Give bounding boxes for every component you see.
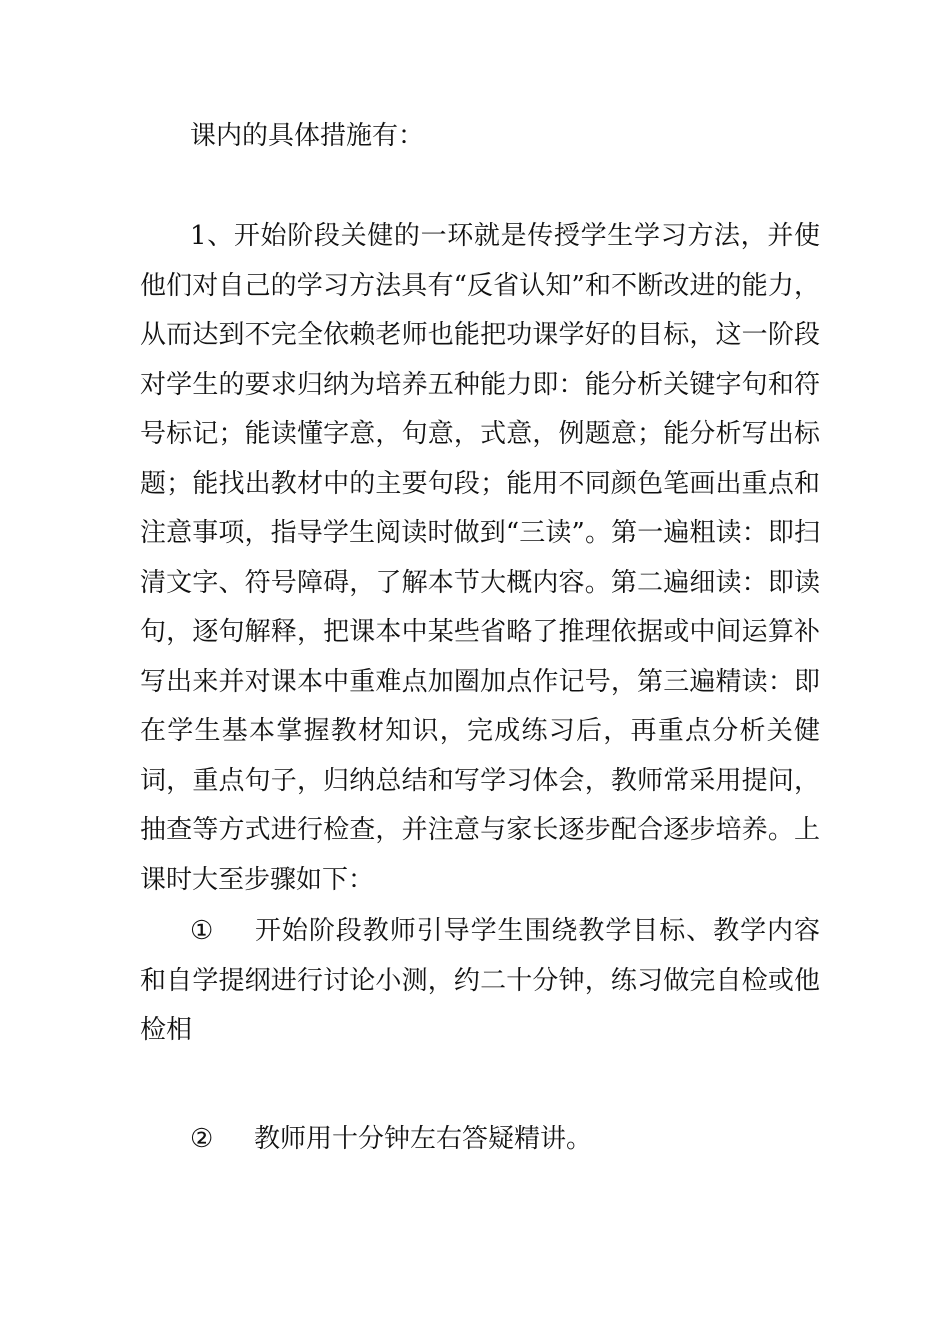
step-1-marker: ① [190, 916, 214, 946]
step-1-text: 开始阶段教师引导学生围绕教学目标、教学内容和自学提纲进行讨论小测，约二十分钟，练习做完自检或他检相 [140, 916, 820, 1045]
section-heading: 课内的具体措施有： [190, 121, 425, 151]
step-2-marker: ② [190, 1124, 214, 1154]
step-1-paragraph [140, 907, 820, 1056]
paragraph-method-training: 1、开始阶段关健的一环就是传授学生学习方法，并使他们对自己的学习方法具有“反省认知”和不断改进的能力，从而达到不完全依赖老师也能把功课学好的目标，这一阶段对学生的要求归纳为培养五种能力即：能分析关键字句和符号标记；能读懂字意，句意，式意，例题意；能分析写出标题；能找出教材中的主要句段；能用不同颜色笔画出重点和注意事项，指导学生阅读时做到“三读”。第一遍粗读：即扫清文字、符号障碍，了解本节大概内容。第二遍细读：即读句，逐句解释，把课本中某些省略了推理依据或中间运算补写出来并对课本中重难点加圈加点作记号，第三遍精读：即在学生基本掌握教材知识，完成练习后，再重点分析关健词，重点句子，归纳总结和写学习体会，教师常采用提问，抽查等方式进行检查，并注意与家长逐步配合逐步培养。上课时大至步骤如下： [140, 221, 820, 895]
step-2-paragraph [140, 1115, 820, 1165]
step-2-text: 教师用十分钟左右答疑精讲。 [254, 1124, 593, 1154]
